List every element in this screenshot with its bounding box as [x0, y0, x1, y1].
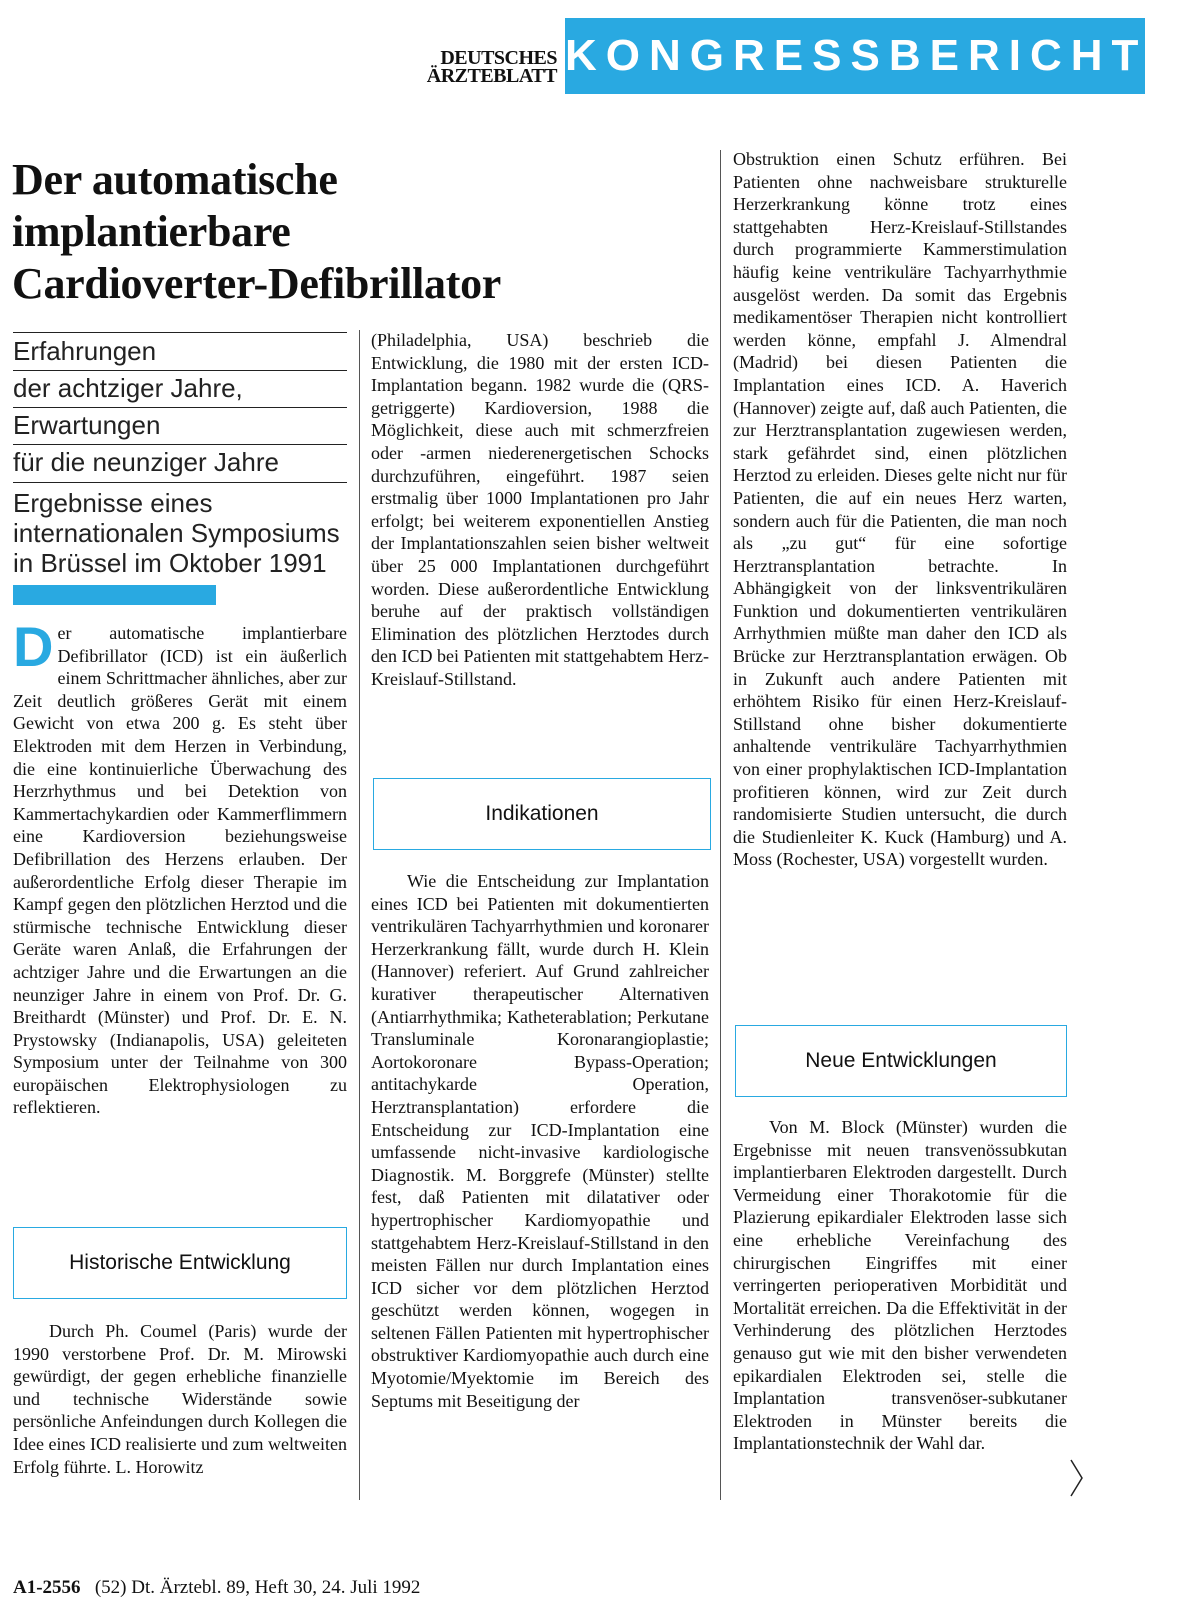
title-line: Cardioverter-Defibrillator: [12, 259, 502, 308]
indikationen-text: [371, 870, 709, 1412]
history-continued: (Philadelphia, USA) beschrieb die Entwicklung, die 1980 mit der ersten ICD-Implantation begann. 1982 wurde die (QRS-getriggerte) Kardioversion, 1988 die Möglichkeit, diese auch mit schmerzfreien oder -armen niederenergetischen Schocks durchzuführen, eingeführt. 1987 seien erstmalig über 1000 Implantationen pro Jahr erfolgt; bei weiterem exponentiellen Anstieg der Implantationszahlen seien bisher weltweit über 25 000 Implantationen durchgeführt worden. Diese außerordentliche Entwicklung beruhe auf der praktisch vollständigen Elimination des plötzlichen Herztodes durch den ICD bei Patienten mit stattgehabtem Herz-Kreislauf-Stillstand.: [371, 330, 709, 689]
drop-cap: D: [13, 615, 54, 678]
section-heading-neue: Neue Entwicklungen: [735, 1025, 1067, 1097]
neue-text: [733, 1116, 1067, 1455]
masthead-line1: DEUTSCHES: [440, 47, 557, 69]
column-divider: [720, 150, 721, 1500]
subtitle-line: für die neunziger Jahre: [13, 447, 279, 477]
indikationen-continued: Obstruktion einen Schutz erführen. Bei Patienten ohne nachweisbare strukturelle Herzerkrankung könne trotz eines stattgehabten Herz-Kreislauf-Stillstandes durch programmierte Kammerstimulation häufig keine ventrikuläre Tachyarrhythmie ausgelöst werden. Da somit das Ergebnis medikamentöser Therapien nicht kontrolliert werden könne, empfahl J. Almendral (Madrid) bei diesen Patienten die Implantation eines ICD. A. Haverich (Hannover) zeigte auf, daß auch Patienten, die zur Herztransplantation zugewiesen werden, stark gefährdet sind, einen plötzlichen Herztod zu erleiden. Dieses gelte nicht nur für Patienten, die auf ein neues Herz warten, sondern auch für die Patienten, die man noch als „zu gut“ für eine sofortige Herztransplantation betrachte. In Abhängigkeit von der linksventrikulären Funktion und dokumentierten ventrikulären Arrhythmien müßte man daher den ICD als Brücke zur Herztransplantation erwägen. Ob in Zukunft auch andere Patienten mit erhöhtem Risiko für einen Herz-Kreislauf-Stillstand ohne bisher dokumentierte anhaltende ventrikuläre Tachyarrhythmien von einer prophylaktischen ICD-Implantation profitieren können, wird zur Zeit durch randomisierte Studien untersucht, die durch die Studienleiter K. Kuck (Hamburg) und A. Moss (Rochester, USA) vorgestellt wurden.: [733, 149, 1067, 870]
section-heading-indikationen: Indikationen: [373, 778, 711, 850]
intro-text: [13, 615, 347, 1119]
column3-top: [733, 148, 1067, 871]
masthead: [367, 49, 557, 85]
subtitle-line: der achtziger Jahre,: [13, 373, 243, 403]
section-banner: KONGRESSBERICHT: [565, 18, 1145, 94]
subtitle-line: Erwartungen: [13, 410, 161, 440]
history-paragraph: Durch Ph. Coumel (Paris) wurde der 1990 verstorbene Prof. Dr. M. Mirowski gewürdigt, der gegen erhebliche finanzielle und technische Widerstände sowie persönliche Anfeindungen durch Kollegen die Idee eines ICD realisierte und zum weltweiten Erfolg führte. L. Horowitz: [13, 1321, 347, 1477]
divider: [13, 482, 347, 483]
accent-bar: [13, 585, 216, 605]
subtitle-summary: Ergebnisse eines internationalen Symposiums in Brüssel im Oktober 1991: [13, 488, 340, 578]
article-title: [12, 154, 712, 310]
page-footer: [13, 1577, 420, 1599]
subtitle-line: Erfahrungen: [13, 336, 157, 366]
masthead-line2: ÄRZTEBLATT: [426, 65, 557, 87]
indikationen-paragraph: Wie die Entscheidung zur Implantation eines ICD bei Patienten mit dokumentierten ventrikulären Tachyarrhythmien und koronarer Herzerkrankung fällt, wurde durch H. Klein (Hannover) referiert. Auf Grund zahlreicher kurativer therapeutischer Alternativen (Antiarrhythmika; Katheterablation; Perkutane Transluminale Koronarangioplastie; Aortokoronare Bypass-Operation; antitachykarde Operation, Herztransplantation) erfordere die Entscheidung zur ICD-Implantation eine umfassende nicht-invasive kardiologische Diagnostik. M. Borggrefe (Münster) stellte fest, daß Patienten mit dilatativer oder hypertrophischer Kardiomyopathie und stattgehabtem Herz-Kreislauf-Stillstand in den meisten Fällen nur durch Implantation eines ICD sicher vor dem plötzlichen Herztod geschützt werden können, wogegen in seltenen Fällen Patienten mit hypertrophischer obstruktiver Kardiomyopathie auch durch eine Myotomie/Myektomie im Bereich des Septums mit Beseitigung der: [371, 871, 709, 1411]
citation: (52) Dt. Ärztebl. 89, Heft 30, 24. Juli 1992: [94, 1577, 421, 1598]
column2-top: [371, 329, 709, 691]
neue-paragraph: Von M. Block (Münster) wurden die Ergebnisse mit neuen transvenössubkutan implantierbaren Elektroden dargestellt. Durch Vermeidung einer Thorakotomie für die Plazierung epikardialer Elektroden lasse sich eine erhebliche Vereinfachung des chirurgischen Eingriffes mit einer verringerten perioperativen Morbidität und Mortalität erreichen. Da die Effektivität in der Verhinderung des plötzlichen Herztodes genauso gut wie mit den bisher verwendeten epikardialen Elektroden sei, stelle die Implantation transvenöser-subkutaner Elektroden in Münster bereits die Implantationstechnik der Wahl dar.: [733, 1117, 1067, 1454]
section-heading-historisch: Historische Entwicklung: [13, 1227, 347, 1299]
title-line: implantierbare: [12, 207, 291, 256]
intro-paragraph: er automatische implantierbare Defibrillator (ICD) ist ein äußerlich einem Schrittmacher ähnliches, aber zur Zeit deutlich größeres Gerät mit einem Gewicht von etwa 200 g. Es steht über Elektroden mit dem Herzen in Verbindung, die eine kontinuierliche Überwachung des Herzrhythmus und bei Detektion von Kammertachykardien oder Kammerflimmern eine Kardioversion beziehungsweise Defibrillation des Herzens erlauben. Der außerordentliche Erfolg dieser Therapie im Kampf gegen den plötzlichen Herztod und die stürmische technische Entwicklung dieser Geräte waren Anlaß, die Erfahrungen der achtziger Jahre und die Erwartungen an die neunziger Jahre in einem von Prof. Dr. G. Breithardt (Münster) und Prof. Dr. E. N. Prystowsky (Indianapolis, USA) geleiteten Symposium unter der Teilnahme von 300 europäischen Elektrophysiologen zu reflektieren.: [13, 623, 347, 1118]
page-id: A1-2556: [13, 1577, 81, 1598]
continue-arrow-icon: [1070, 1458, 1084, 1498]
title-line: Der automatische: [12, 155, 338, 204]
history-text: [13, 1320, 347, 1478]
column-divider: [359, 330, 360, 1500]
